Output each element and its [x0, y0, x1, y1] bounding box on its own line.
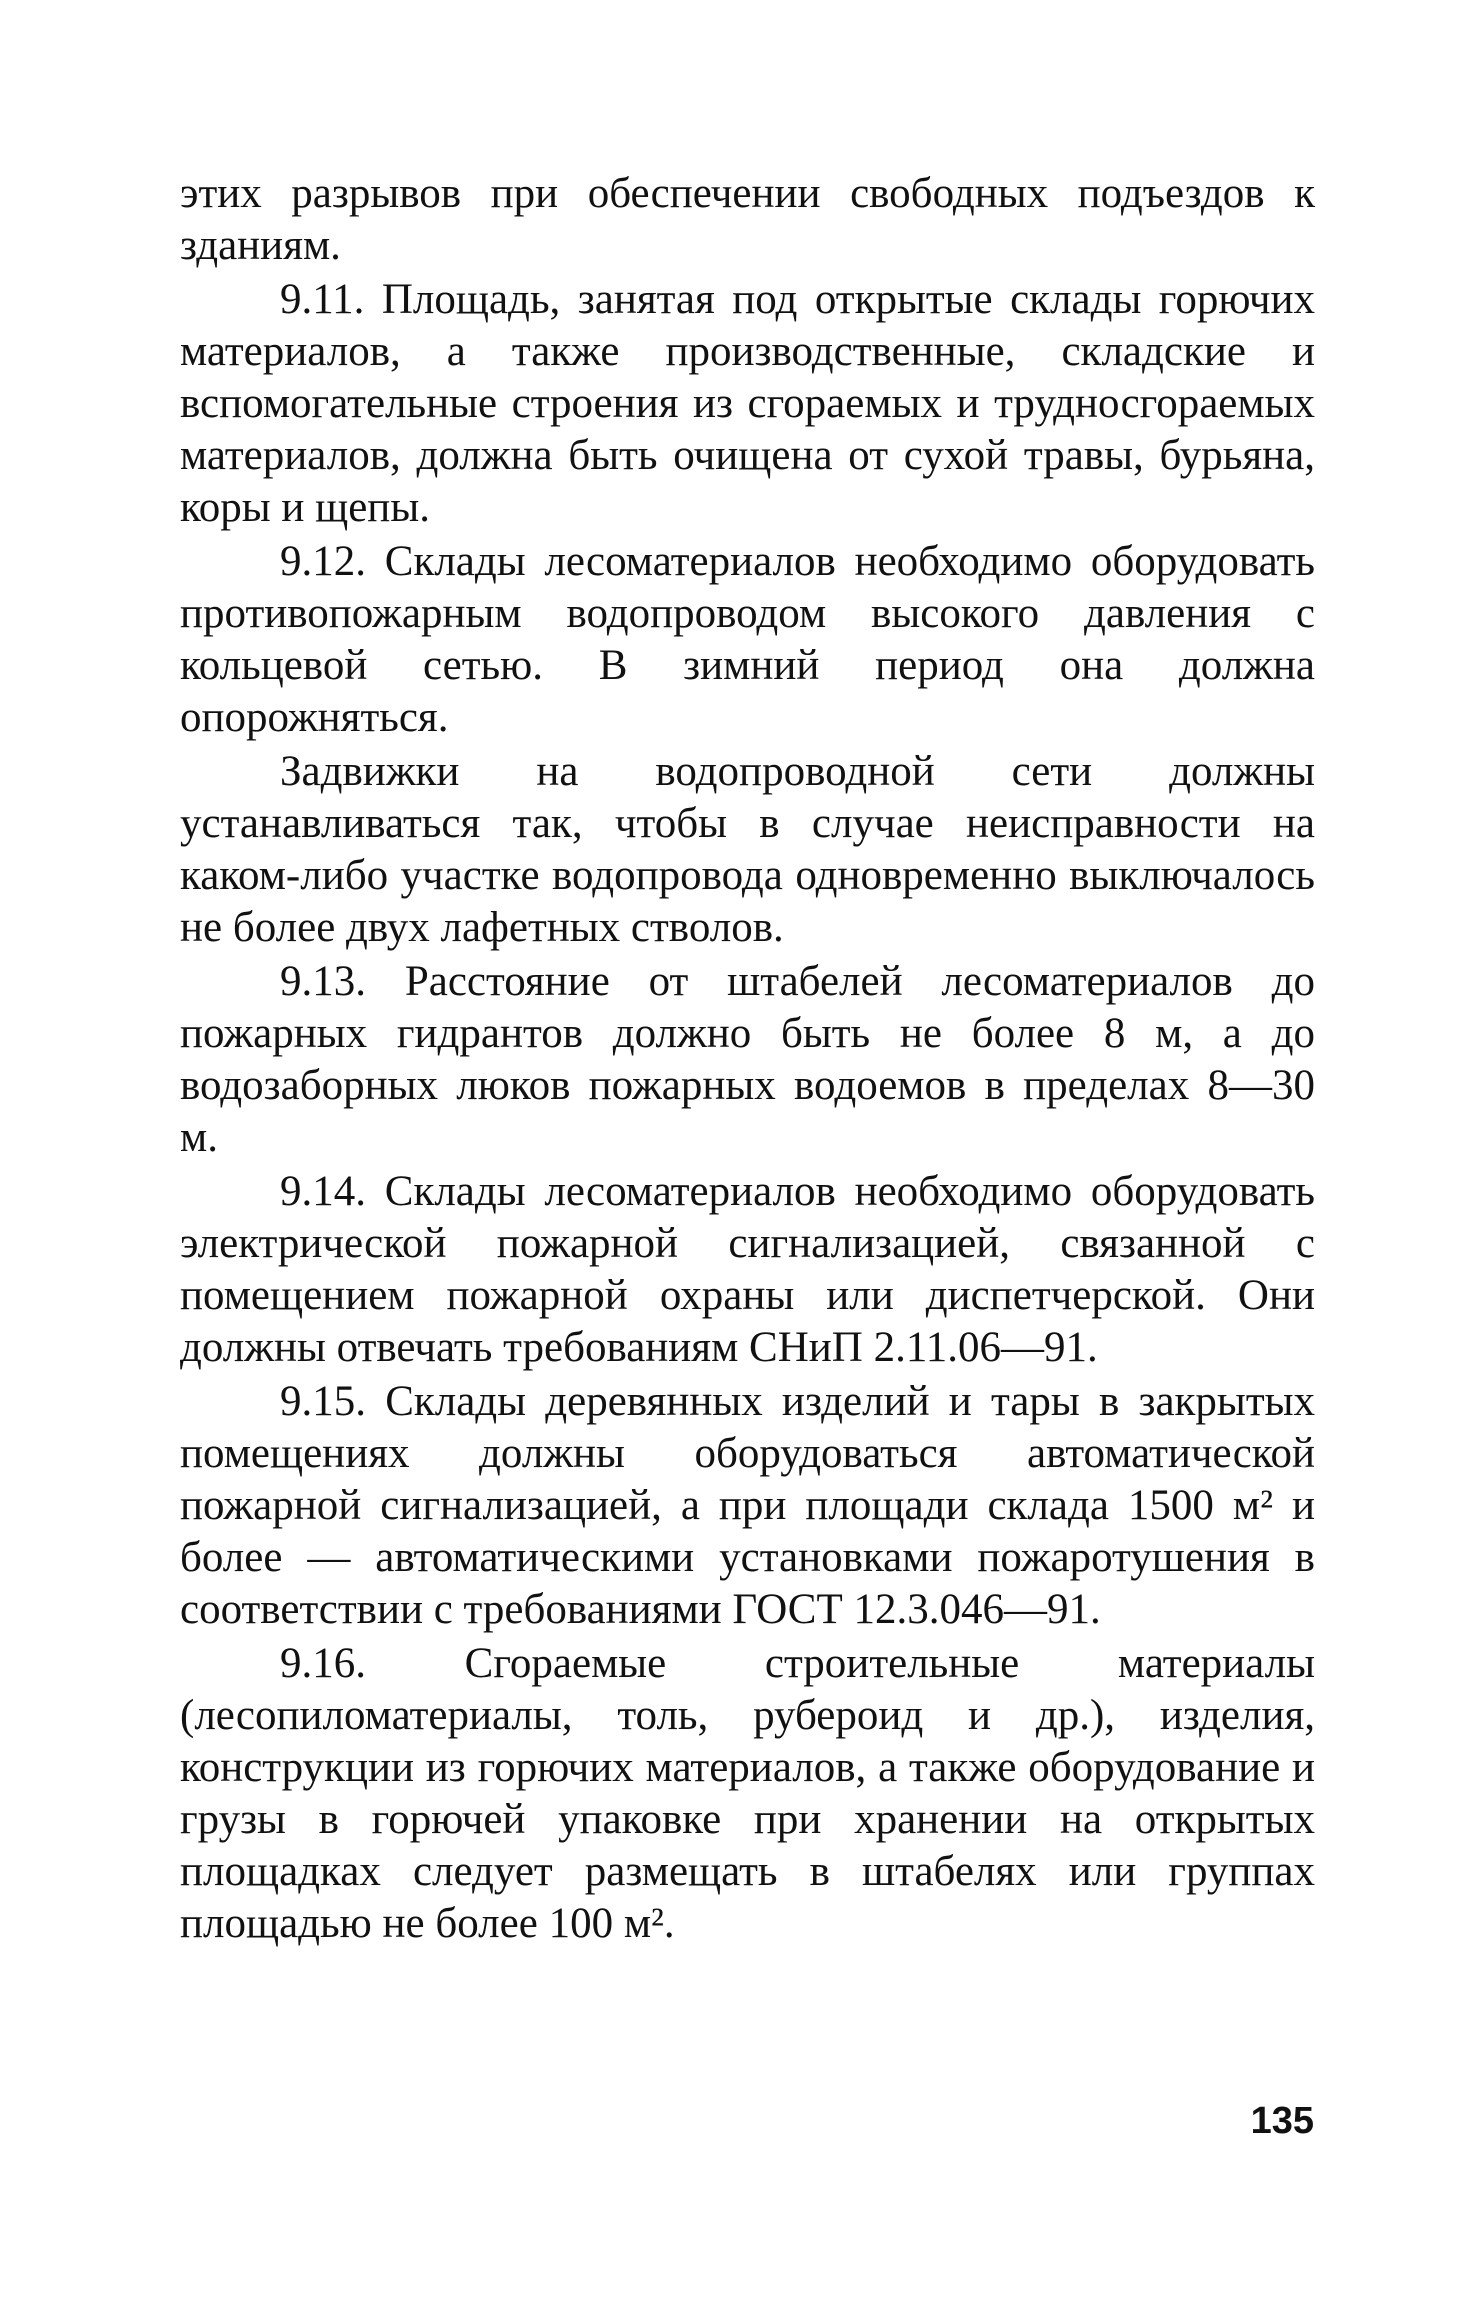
paragraph-9-13: 9.13. Расстояние от штабелей лесоматериалов до пожарных гидрантов должно быть не более 8 м, а до водозаборных люков пожарных водоемов в пределах 8—30 м.: [180, 958, 1315, 1161]
paragraph-valves: Задвижки на водопроводной сети должны устанавливаться так, чтобы в случае неисправности на каком-либо участке водопровода одновременно выключалось не более двух лафетных стволов.: [180, 748, 1315, 951]
paragraph-9-12: 9.12. Склады лесоматериалов необходимо оборудовать противопожарным водопроводом высокого давления с кольцевой сетью. В зимний период она должна опорожняться.: [180, 538, 1315, 741]
paragraph-9-16: 9.16. Сгораемые строительные материалы (лесопиломатериалы, толь, рубероид и др.), изделия, конструкции из горючих материалов, а также оборудование и грузы в горючей упаковке при хранении на открытых площадках следует размещать в штабелях или группах площадью не более 100 м².: [180, 1640, 1315, 1947]
paragraph-9-11: 9.11. Площадь, занятая под открытые склады горючих материалов, а также производственные, складские и вспомогательные строения из сгораемых и трудносгораемых материалов, должна быть очищена от сухой травы, бурьяна, коры и щепы.: [180, 276, 1315, 531]
paragraph-9-14: 9.14. Склады лесоматериалов необходимо оборудовать электрической пожарной сигнализацией, связанной с помещением пожарной охраны или диспетчерской. Они должны отвечать требованиям СНиП 2.11.06—91.: [180, 1168, 1315, 1371]
paragraph-9-15: 9.15. Склады деревянных изделий и тары в закрытых помещениях должны оборудоваться автоматической пожарной сигнализацией, а при площади склада 1500 м² и более — автоматическими установками пожаротушения в соответствии с требованиями ГОСТ 12.3.046—91.: [180, 1378, 1315, 1633]
page-number: 135: [1250, 2100, 1314, 2142]
paragraph-continuation: этих разрывов при обеспечении свободных подъездов к зданиям.: [180, 170, 1315, 269]
page-body: [180, 168, 1315, 1952]
